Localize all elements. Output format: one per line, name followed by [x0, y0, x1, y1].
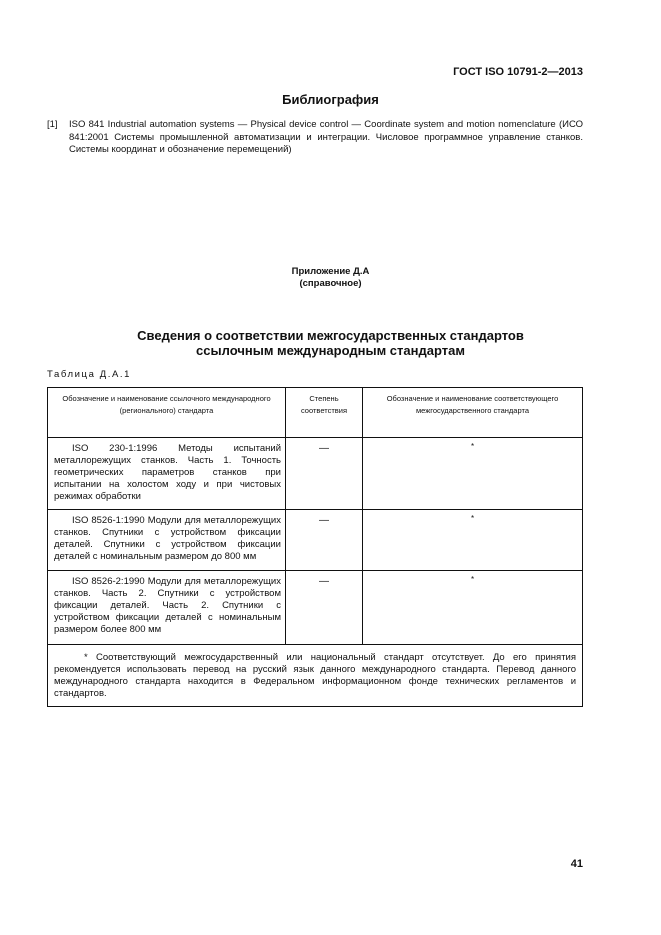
cell-standard: [48, 438, 286, 509]
appendix-heading-line1: Сведения о соответствии межгосударственных стандартов: [137, 328, 524, 343]
header-national-standard: Обозначение и наименование соответствующего межгосударственного стандарта: [386, 394, 559, 415]
document-code: ГОСТ ISO 10791-2—2013: [453, 66, 583, 78]
table-label: Таблица Д.А.1: [47, 369, 132, 380]
standard-text: ISO 8526-1:1990 Модули для металлорежущих станков. Спутники с устройством фиксации деталей. Спутники с устройством фиксации деталей с номинальным размером до 800 мм: [54, 515, 281, 562]
standard-text: ISO 8526-2:1990 Модули для металлорежущих станков. Часть 2. Спутники с устройством фиксации деталей. Часть 2. Спутники с устройством фиксации деталей с номинальным размером более 800 мм: [54, 576, 281, 635]
table-row: [48, 438, 582, 510]
cell-standard: [48, 571, 286, 644]
table-row: [48, 571, 582, 645]
appendix-subtitle: (справочное): [299, 278, 362, 289]
appendix-title: [0, 266, 661, 290]
cell-standard: [48, 510, 286, 570]
table-footnote: * Соответствующий межгосударственный или национальный стандарт отсутствует. До его принятия рекомендуется использовать перевод на русский язык данного международного стандарта. Перевод данного международного стандарта находится в Федеральном информационном фонде технических регламентов и стандартов.: [54, 652, 576, 699]
appendix-name: Приложение Д.А: [291, 266, 370, 277]
cell-degree: —: [286, 510, 363, 570]
bibliography-entry-number: [1]: [47, 119, 58, 130]
cell-national: *: [470, 575, 475, 584]
standard-text: ISO 230-1:1996 Методы испытаний металлорежущих станков. Часть 1. Точность геометрических параметров станков при испытании на холостом ходу и при чистовых режимах обработки: [54, 443, 281, 502]
bibliography-title: Библиография: [282, 92, 379, 107]
appendix-heading-line2: ссылочным международным стандартам: [196, 343, 465, 358]
table-row: [48, 510, 582, 571]
cell-national: *: [470, 442, 475, 451]
page-number: 41: [570, 858, 583, 870]
header-degree: Степень соответствия: [286, 388, 363, 437]
cell-degree: —: [286, 571, 363, 644]
bibliography-entry-text: ISO 841 Industrial automation systems — Physical device control — Coordinate system and motion nomenclature (ИСО 841:2001 Системы промышленной автоматизации и интеграции. Числовое программное управление станков. Системы координат и обозначение перемещений): [69, 119, 583, 155]
table-footnote-row: [48, 645, 582, 706]
appendix-heading: [0, 328, 661, 358]
cell-national: *: [470, 514, 475, 523]
header-international-standard: Обозначение и наименование ссылочного международного (регионального) стандарта: [48, 388, 286, 437]
correspondence-table: [47, 387, 583, 707]
table-header-row: [48, 388, 582, 438]
cell-degree: —: [286, 438, 363, 509]
